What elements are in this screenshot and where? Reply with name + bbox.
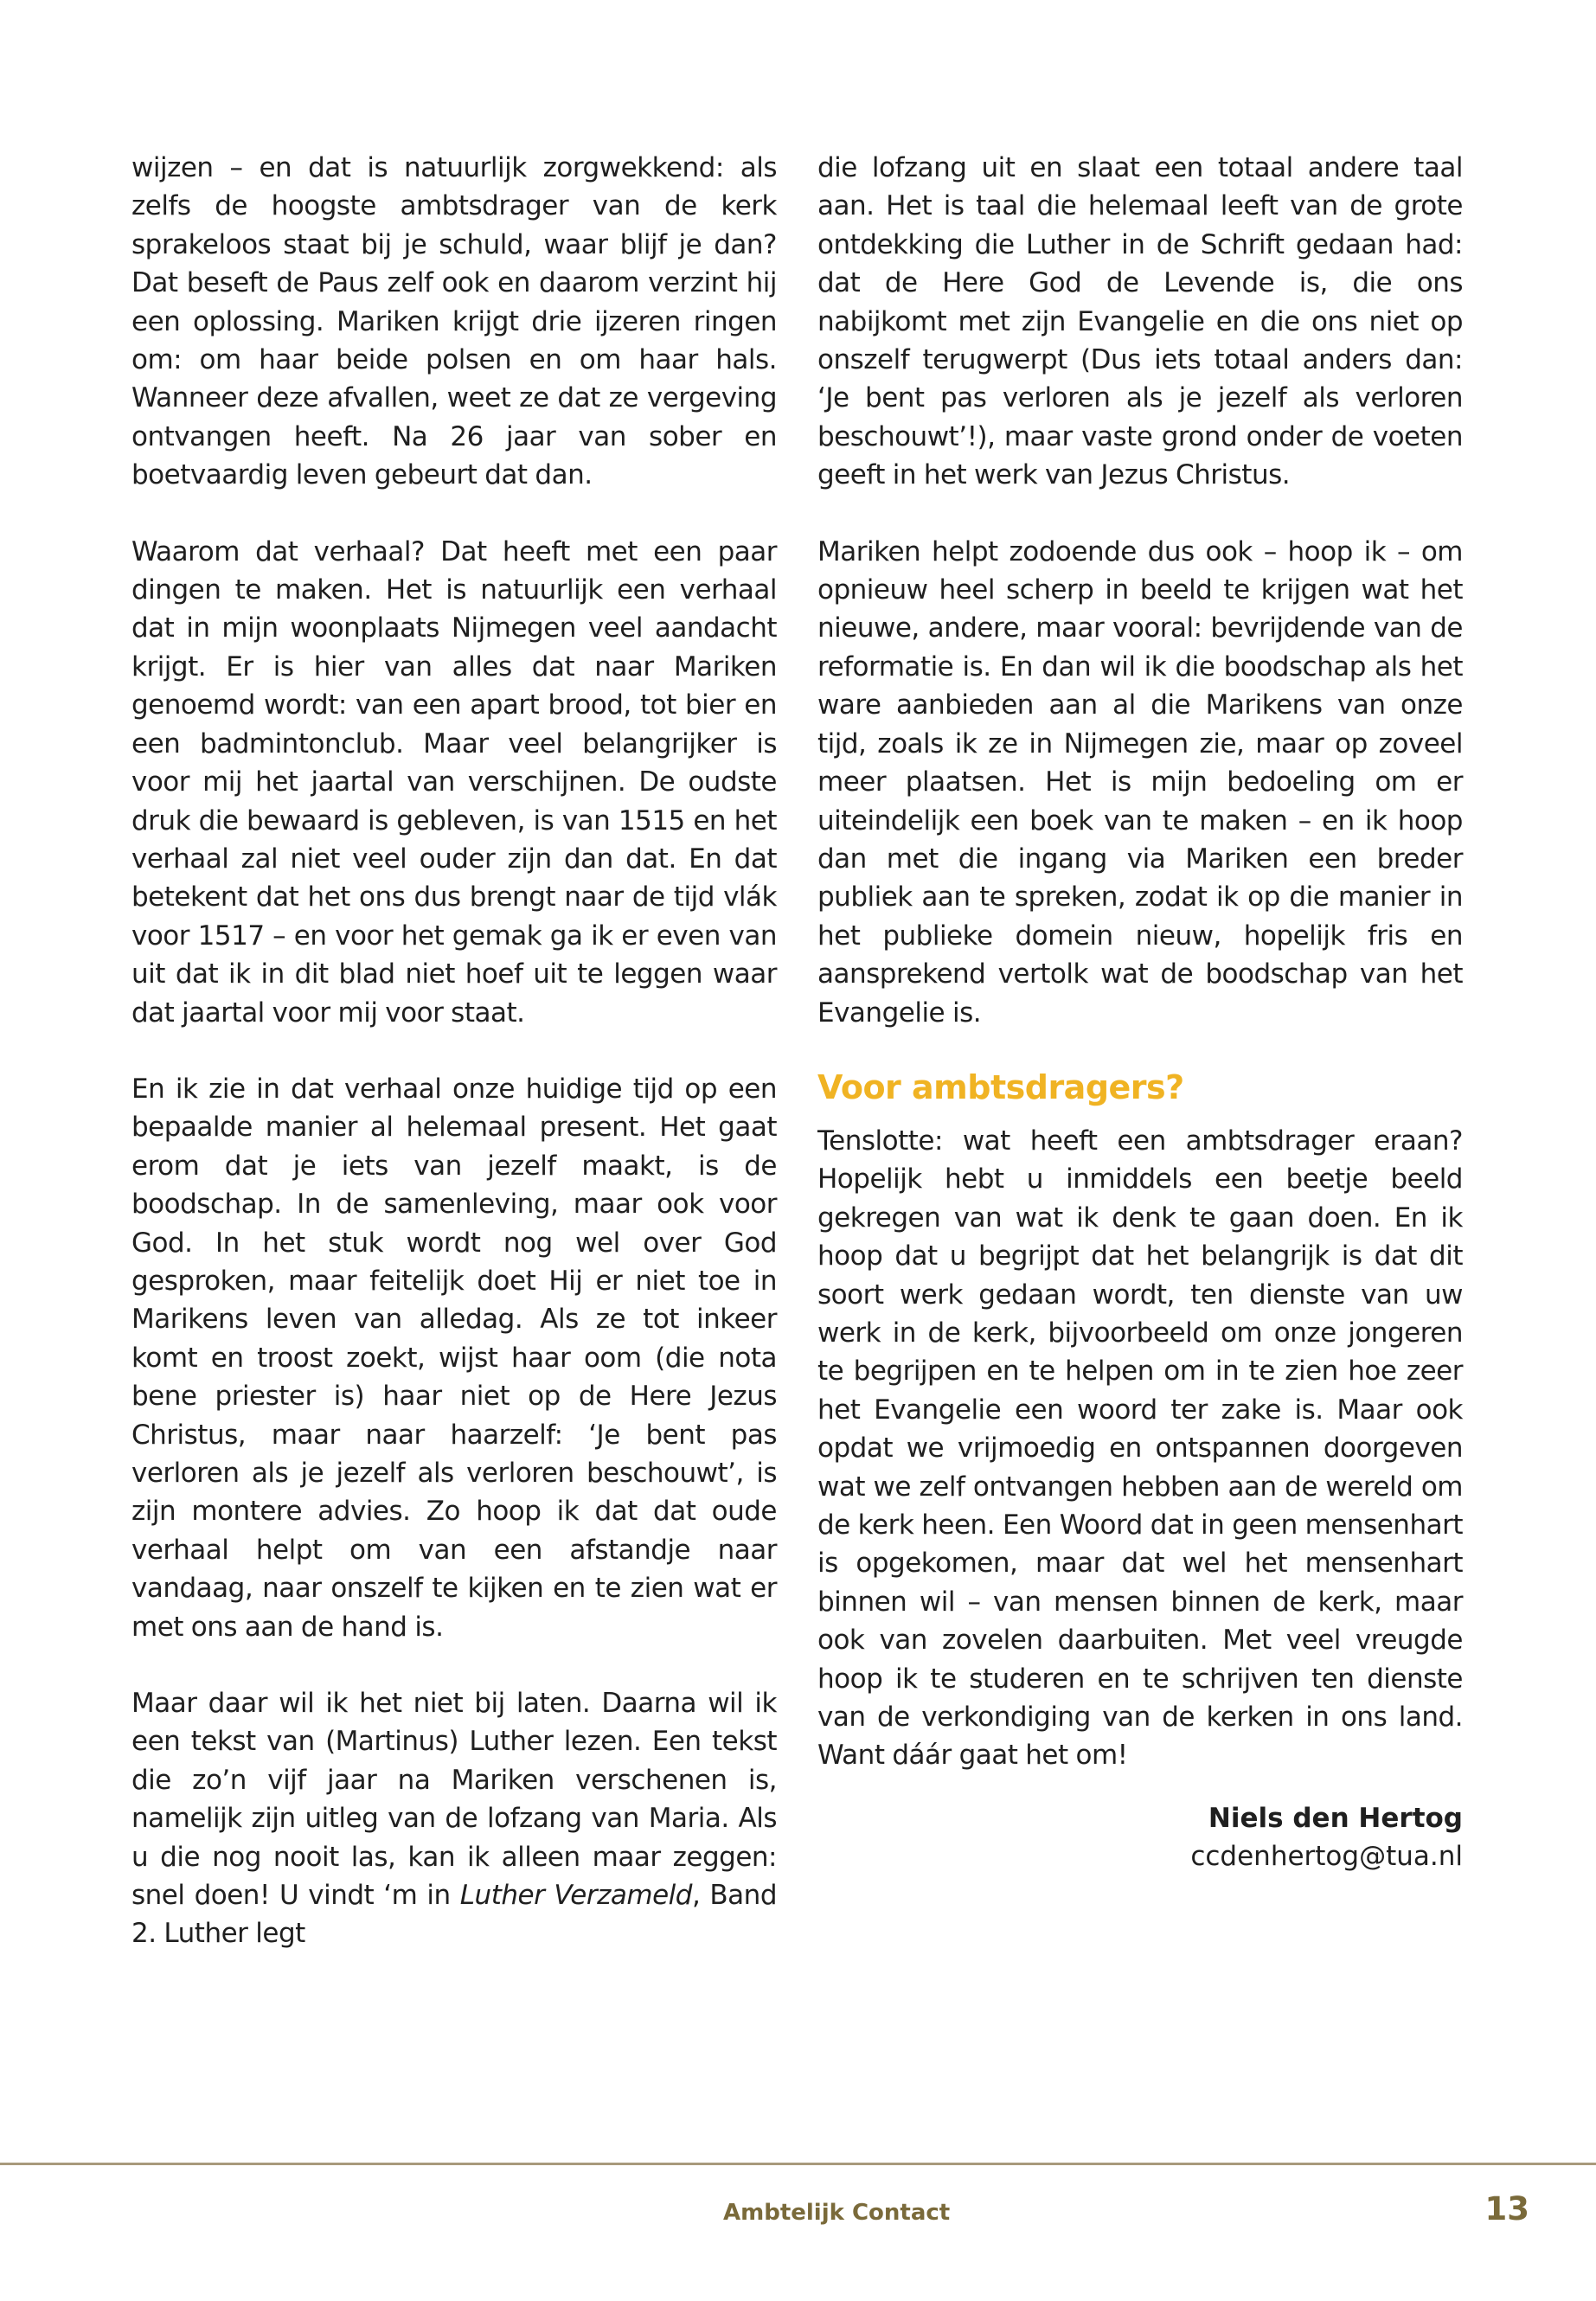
article-paragraph: wijzen – en dat is natuurlijk zorgwekkend: als zelfs de hoogste ambtsdrager van de kerk sprakeloos staat bij je schuld, waar blijf je dan? Dat beseft de Paus zelf ook en daarom verzint hij een oplossing. Mariken krijgt drie ijzeren ringen om: om haar beide polsen en om haar hals. Wanneer deze afvallen, weet ze dat ze vergeving ontvangen heeft. Na 26 jaar van sober en boetvaardig leven gebeurt dat dan.	[131, 152, 777, 491]
article-paragraph: Mariken helpt zodoende dus ook – hoop ik – om opnieuw heel scherp in beeld te krijgen wat het nieuwe, andere, maar vooral: bevrijdende van de reformatie is. En dan wil ik die boodschap als het ware aanbieden aan al die Marikens van onze tijd, zoals ik ze in Nijmegen zie, maar op zoveel meer plaatsen. Het is mijn bedoeling om er uiteindelijk een boek van te maken – en ik hoop dan met die ingang via Mariken een breder publiek aan te spreken, zodat ik op die manier in het publieke domein nieuw, hopelijk fris en aansprekend vertolk wat de boodschap van het Evangelie is.	[817, 535, 1463, 1029]
page-number: 13	[1484, 2190, 1529, 2227]
right-column	[817, 149, 1463, 1875]
book-title: Luther Verzameld	[459, 1880, 692, 1912]
author-name: Niels den Hertog	[1208, 1802, 1463, 1834]
paragraph-text: , Band 2. Luther legt	[131, 1880, 777, 1950]
section-heading: Voor ambtsdragers?	[817, 1067, 1184, 1106]
author-email: ccdenhertog@tua.nl	[1190, 1840, 1463, 1872]
article-paragraph: Tenslotte: wat heeft een ambtsdrager eraan? Hopelijk hebt u inmiddels een beetje beeld gekregen van wat ik denk te gaan doen. En ik hoop dat u begrijpt dat het belangrijk is dat dit soort werk gedaan wordt, ten dienste van uw werk in de kerk, bijvoorbeeld om onze jongeren te begrijpen en te helpen om in te zien hoe zeer het Evangelie een woord ter zake is. Maar ook opdat we vrijmoedig en ontspannen doorgeven wat we zelf ontvangen hebben aan de wereld om de kerk heen. Een Woord dat in geen mensenhart is opgekomen, maar dat wel het mensenhart binnen wil – van mensen binnen de kerk, maar ook van zovelen daarbuiten. Met veel vreugde hoop ik te studeren en te schrijven ten dienste van de verkondiging van de kerken in ons land. Want dáár gaat het om!	[817, 1125, 1463, 1772]
signature	[817, 1799, 1463, 1875]
left-column	[131, 149, 777, 1991]
article-paragraph: En ik zie in dat verhaal onze huidige tijd op een bepaalde manier al helemaal present. Het gaat erom dat je iets van jezelf maakt, is de boodschap. In de samenleving, maar ook voor God. In het stuk wordt nog wel over God gesproken, maar feitelijk doet Hij er niet toe in Marikens leven van alledag. Als ze tot inkeer komt en troost zoekt, wijst haar oom (die nota bene priester is) haar niet op de Here Jezus Christus, maar naar haarzelf: ‘Je bent pas verloren als je jezelf als verloren beschouwt’, is zijn montere advies. Zo hoop ik dat dat oude verhaal helpt om van een afstandje naar vandaag, naar onszelf te kijken en te zien wat er met ons aan de hand is.	[131, 1073, 777, 1643]
article-paragraph	[131, 1684, 777, 1953]
paragraph-text: Maar daar wil ik het niet bij laten. Daarna wil ik een tekst van (Martinus) Luther lezen. Een tekst die zo’n vijf jaar na Mariken verschenen is, namelijk zijn uitleg van de lofzang van Maria. Als u die nog nooit las, kan ik alleen maar zeggen: snel doen! U vindt ‘m in	[131, 1688, 777, 1912]
article-paragraph: die lofzang uit en slaat een totaal andere taal aan. Het is taal die helemaal leeft van de grote ontdekking die Luther in de Schrift gedaan had: dat de Here God de Levende is, die ons nabijkomt met zijn Evangelie en die ons niet op onszelf terugwerpt (Dus iets totaal anders dan: ‘Je bent pas verloren als je jezelf als verloren beschouwt’!), maar vaste grond onder de voeten geeft in het werk van Jezus Christus.	[817, 152, 1463, 491]
footer-publication-title: Ambtelijk Contact	[723, 2200, 951, 2226]
article-paragraph: Waarom dat verhaal? Dat heeft met een paar dingen te maken. Het is natuurlijk een verhaal dat in mijn woonplaats Nijmegen veel aandacht krijgt. Er is hier van alles dat naar Mariken genoemd wordt: van een apart brood, tot bier en een badmintonclub. Maar veel belangrijker is voor mij het jaartal van verschijnen. De oudste druk die bewaard is gebleven, is van 1515 en het verhaal zal niet veel ouder zijn dan dat. En dat betekent dat het ons dus brengt naar de tijd vlák voor 1517 – en voor het gemak ga ik er even van uit dat ik in dit blad niet hoef uit te leggen waar dat jaartal voor mij voor staat.	[131, 535, 777, 1029]
footer-divider	[0, 2163, 1596, 2165]
